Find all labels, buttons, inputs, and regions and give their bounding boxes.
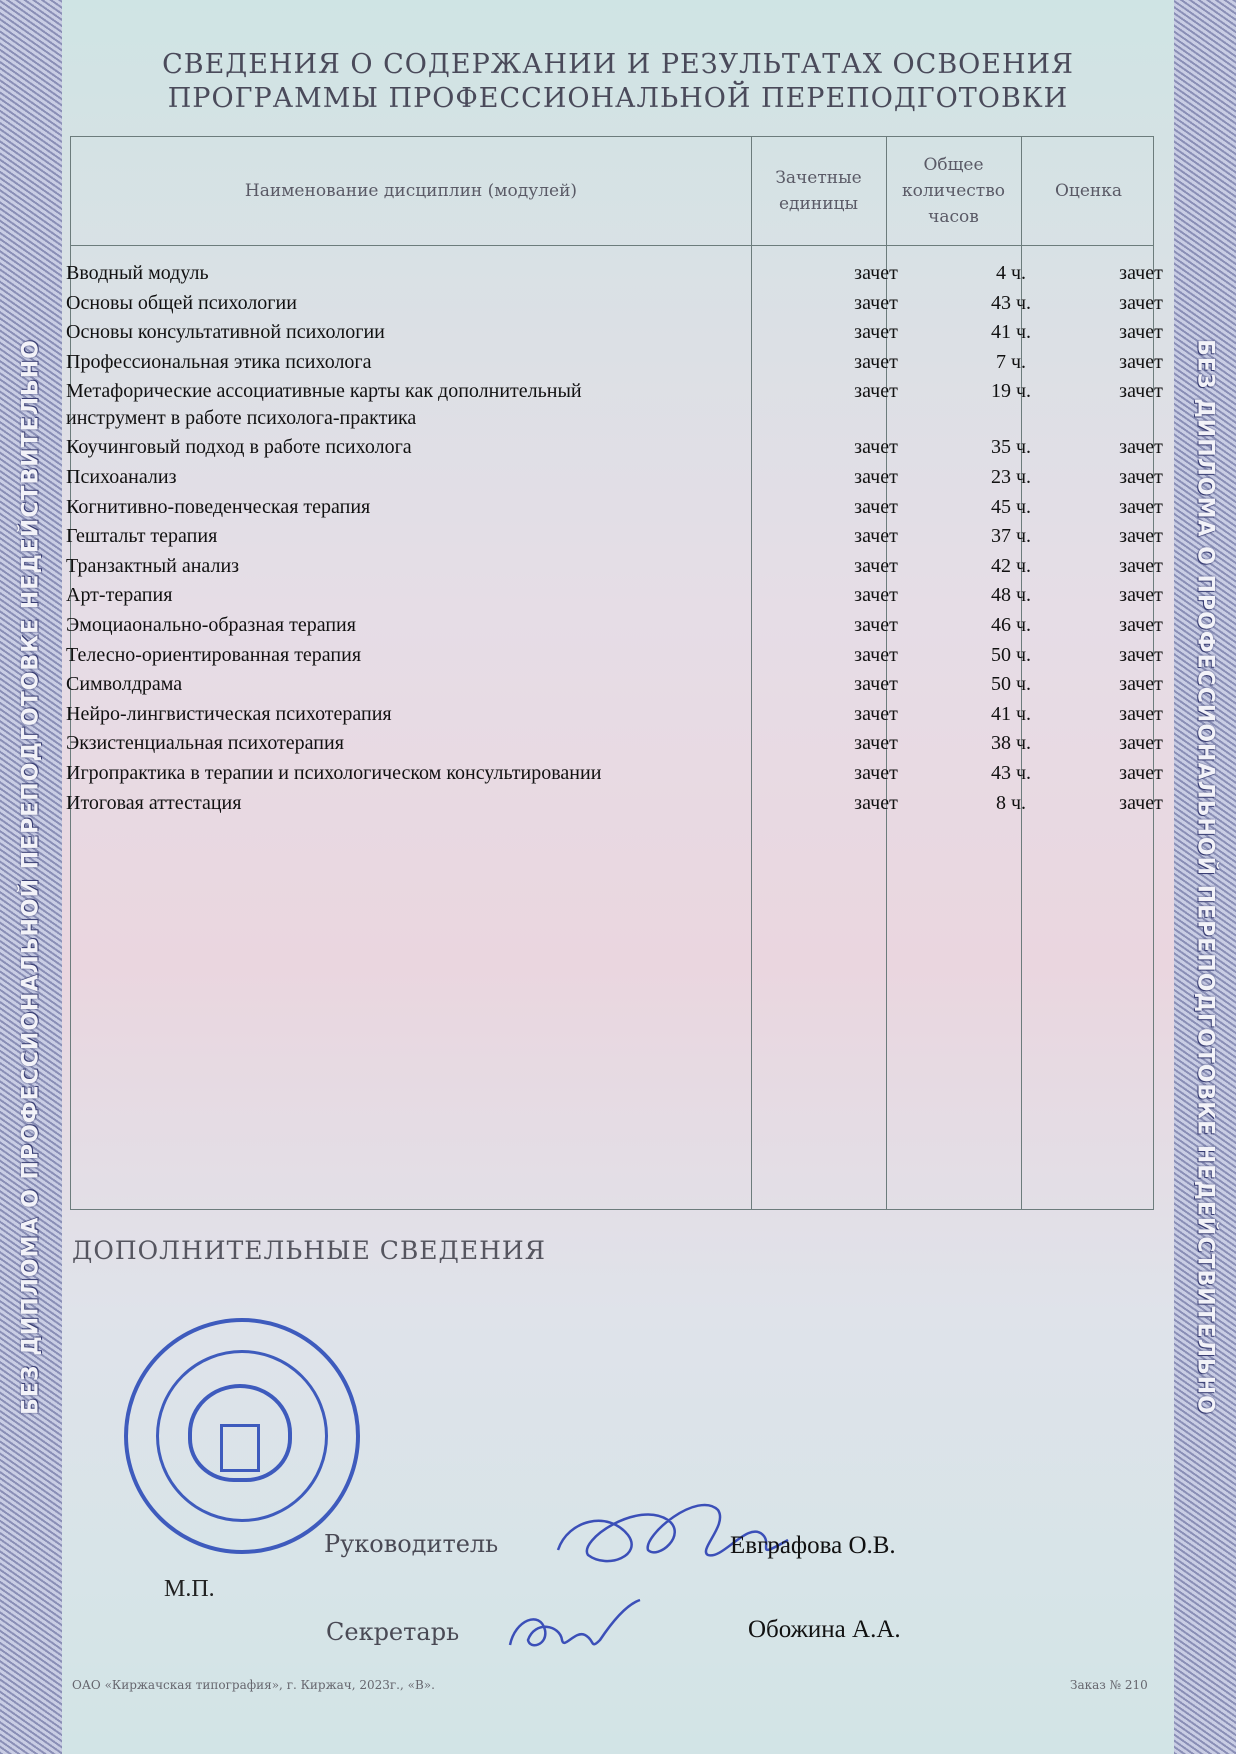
header-credits: Зачетные единицы bbox=[775, 168, 862, 214]
table-row bbox=[66, 464, 1163, 494]
secretary-name: Обожина А.А. bbox=[748, 1616, 901, 1643]
discipline-name: Психоанализ bbox=[66, 465, 177, 488]
credits-cell: зачет bbox=[854, 350, 898, 373]
hours-cell: 46 ч. bbox=[990, 613, 1032, 636]
hours-cell: 41 ч. bbox=[990, 702, 1032, 725]
hours-cell: 48 ч. bbox=[990, 584, 1032, 607]
table-row bbox=[66, 612, 1163, 642]
credits-cell: зачет bbox=[854, 613, 898, 636]
table-row bbox=[66, 378, 1163, 434]
right-border-text: БЕЗ ДИПЛОМА О ПРОФЕССИОНАЛЬНОЙ ПЕРЕПОДГОТОВКЕ НЕДЕЙСТВИТЕЛЬНО bbox=[1192, 339, 1218, 1415]
hours-cell: 23 ч. bbox=[990, 465, 1032, 488]
table-row bbox=[66, 290, 1163, 320]
head-label: Руководитель bbox=[324, 1530, 499, 1558]
grade-cell: зачет bbox=[1119, 495, 1163, 518]
hours-cell: 45 ч. bbox=[990, 495, 1032, 518]
table-row bbox=[66, 494, 1163, 524]
grade-cell: зачет bbox=[1119, 761, 1163, 784]
discipline-name: Нейро-лингвистическая психотерапия bbox=[66, 702, 392, 725]
table-row bbox=[66, 790, 1163, 820]
grade-cell: зачет bbox=[1119, 525, 1163, 548]
discipline-name: Эмоциаонально-образная терапия bbox=[66, 613, 356, 636]
grade-cell: зачет bbox=[1119, 465, 1163, 488]
credits-cell: зачет bbox=[854, 291, 898, 314]
grade-cell: зачет bbox=[1119, 702, 1163, 725]
hours-cell: 43 ч. bbox=[990, 761, 1032, 784]
hours-cell: 42 ч. bbox=[990, 554, 1032, 577]
grade-cell: зачет bbox=[1119, 791, 1163, 814]
discipline-name: Экзистенциальная психотерапия bbox=[66, 732, 344, 755]
discipline-name: Метафорические ассоциативные карты как дополнительный инструмент в работе психолога-практика bbox=[66, 380, 582, 430]
credits-cell: зачет bbox=[854, 321, 898, 344]
grade-cell: зачет bbox=[1119, 380, 1163, 403]
grade-cell: зачет bbox=[1119, 554, 1163, 577]
table-row bbox=[66, 523, 1163, 553]
grade-cell: зачет bbox=[1119, 643, 1163, 666]
left-border-text: БЕЗ ДИПЛОМА О ПРОФЕССИОНАЛЬНОЙ ПЕРЕПОДГОТОВКЕ НЕДЕЙСТВИТЕЛЬНО bbox=[18, 339, 44, 1415]
grade-cell: зачет bbox=[1119, 613, 1163, 636]
left-security-border bbox=[0, 0, 62, 1754]
hours-cell: 19 ч. bbox=[990, 380, 1032, 403]
grade-cell: зачет bbox=[1119, 350, 1163, 373]
table-row bbox=[66, 760, 1163, 790]
hours-cell: 50 ч. bbox=[990, 643, 1032, 666]
discipline-name: Коучинговый подход в работе психолога bbox=[66, 436, 412, 459]
additional-info-heading: ДОПОЛНИТЕЛЬНЫЕ СВЕДЕНИЯ bbox=[72, 1236, 546, 1265]
credits-cell: зачет bbox=[854, 702, 898, 725]
table-row bbox=[66, 349, 1163, 379]
table-row bbox=[66, 642, 1163, 672]
header-divider bbox=[71, 245, 1153, 246]
table-row bbox=[66, 582, 1163, 612]
credits-cell: зачет bbox=[854, 465, 898, 488]
stamp-place-label: М.П. bbox=[164, 1576, 215, 1602]
hours-cell: 4 ч. bbox=[995, 262, 1027, 284]
credits-cell: зачет bbox=[854, 673, 898, 696]
printer-imprint: ОАО «Киржачская типография», г. Киржач, 2023г., «В». bbox=[72, 1678, 435, 1692]
page-title-line-1: СВЕДЕНИЯ О СОДЕРЖАНИИ И РЕЗУЛЬТАТАХ ОСВОЕНИЯ bbox=[162, 49, 1074, 80]
grade-cell: зачет bbox=[1119, 732, 1163, 755]
table-row bbox=[66, 730, 1163, 760]
discipline-name: Когнитивно-поведенческая терапия bbox=[66, 495, 371, 518]
table-row bbox=[66, 260, 1163, 290]
discipline-name: Телесно-ориентированная терапия bbox=[66, 643, 362, 666]
secretary-signature bbox=[500, 1590, 650, 1660]
credits-cell: зачет bbox=[854, 495, 898, 518]
header-name: Наименование дисциплин (модулей) bbox=[244, 181, 578, 201]
discipline-name: Гештальт терапия bbox=[66, 525, 218, 548]
credits-cell: зачет bbox=[854, 525, 898, 548]
discipline-name: Символдрама bbox=[66, 673, 183, 696]
hours-cell: 41 ч. bbox=[990, 321, 1032, 344]
table-row bbox=[66, 319, 1163, 349]
table-row bbox=[66, 671, 1163, 701]
discipline-name: Профессиональная этика психолога bbox=[66, 350, 372, 373]
grade-cell: зачет bbox=[1119, 673, 1163, 696]
grade-cell: зачет bbox=[1119, 436, 1163, 459]
hours-cell: 7 ч. bbox=[995, 350, 1027, 373]
grade-cell: зачет bbox=[1119, 262, 1163, 284]
header-grade: Оценка bbox=[1054, 181, 1123, 201]
hours-cell: 8 ч. bbox=[995, 791, 1027, 814]
credits-cell: зачет bbox=[854, 791, 898, 814]
credits-cell: зачет bbox=[854, 761, 898, 784]
discipline-name: Основы консультативной психологии bbox=[66, 321, 385, 344]
table-body bbox=[66, 260, 1163, 819]
hours-cell: 37 ч. bbox=[990, 525, 1032, 548]
official-stamp bbox=[124, 1318, 360, 1554]
head-name: Евграфова О.В. bbox=[730, 1532, 896, 1559]
grade-cell: зачет bbox=[1119, 584, 1163, 607]
discipline-name: Основы общей психологии bbox=[66, 291, 297, 314]
hours-cell: 43 ч. bbox=[990, 291, 1032, 314]
table-row bbox=[66, 553, 1163, 583]
table-row bbox=[66, 434, 1163, 464]
hours-cell: 50 ч. bbox=[990, 673, 1032, 696]
secretary-label: Секретарь bbox=[326, 1618, 460, 1646]
hours-cell: 35 ч. bbox=[990, 436, 1032, 459]
order-number: Заказ № 210 bbox=[1070, 1678, 1148, 1692]
credits-cell: зачет bbox=[854, 380, 898, 403]
discipline-name: Транзактный анализ bbox=[66, 554, 240, 577]
header-hours: Общее количество часов bbox=[901, 155, 1006, 227]
grade-cell: зачет bbox=[1119, 291, 1163, 314]
discipline-name: Арт-терапия bbox=[66, 584, 173, 607]
table-row bbox=[66, 701, 1163, 731]
credits-cell: зачет bbox=[854, 262, 898, 284]
credits-cell: зачет bbox=[854, 436, 898, 459]
discipline-name: Игропрактика в терапии и психологическом консультировании bbox=[66, 761, 602, 784]
credits-cell: зачет bbox=[854, 732, 898, 755]
discipline-name: Вводный модуль bbox=[66, 262, 209, 284]
grade-cell: зачет bbox=[1119, 321, 1163, 344]
hours-cell: 38 ч. bbox=[990, 732, 1032, 755]
credits-cell: зачет bbox=[854, 643, 898, 666]
discipline-name: Итоговая аттестация bbox=[66, 791, 242, 814]
page-title-line-2: ПРОГРАММЫ ПРОФЕССИОНАЛЬНОЙ ПЕРЕПОДГОТОВКИ bbox=[167, 83, 1069, 114]
credits-cell: зачет bbox=[854, 584, 898, 607]
credits-cell: зачет bbox=[854, 554, 898, 577]
